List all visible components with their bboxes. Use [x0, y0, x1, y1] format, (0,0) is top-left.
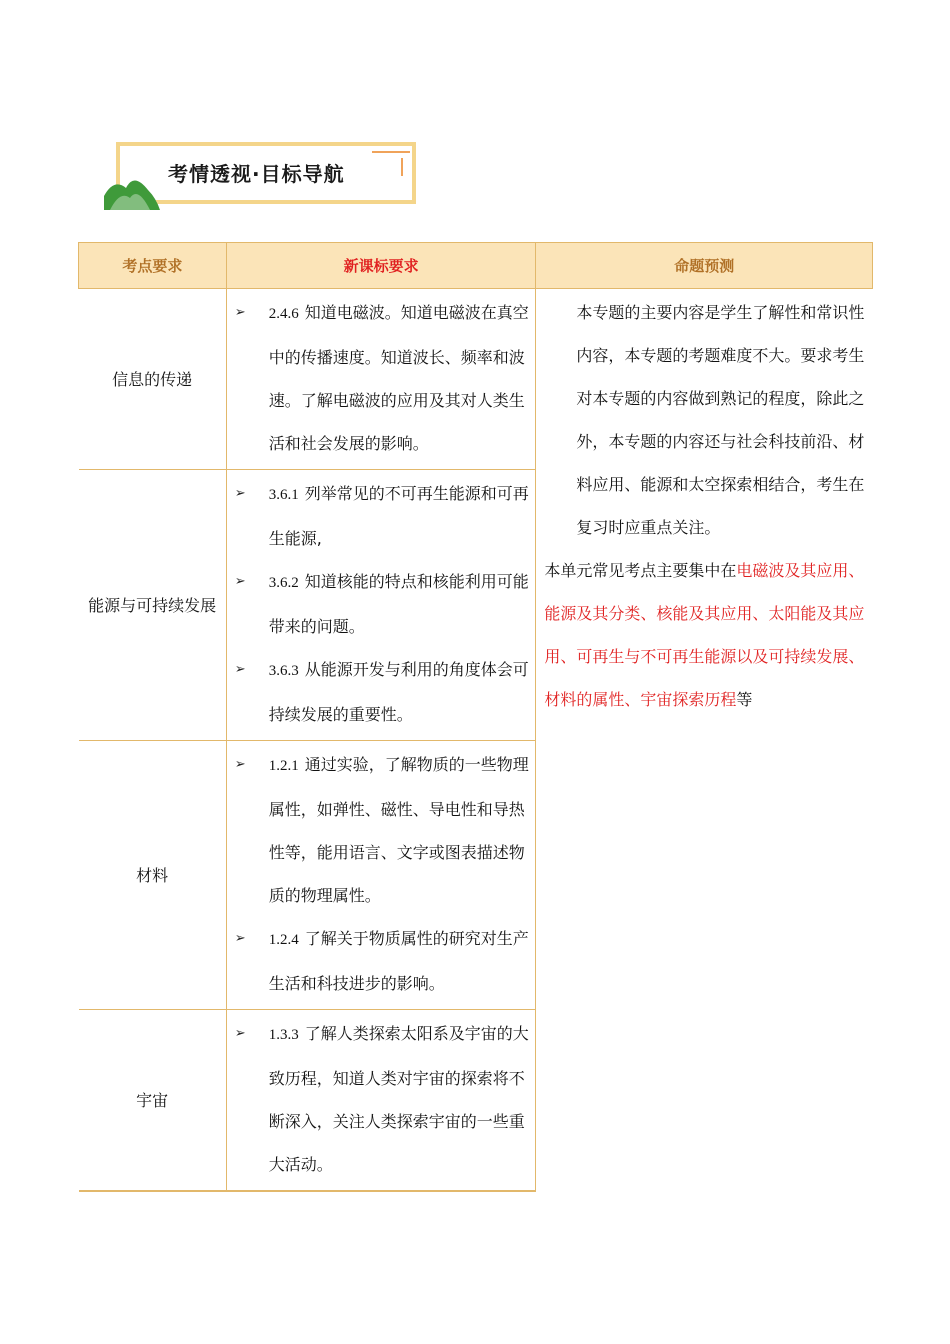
requirement-cell — [226, 741, 536, 1010]
prediction-paragraph-2 — [544, 549, 866, 721]
standard-number: 1.2.1 — [268, 758, 299, 774]
badge-corner-decoration — [372, 148, 412, 178]
standard-number: 1.3.3 — [268, 1027, 299, 1043]
arrow-bullet-icon: ➢ — [234, 931, 246, 946]
standard-text: 了解关于物质属性的研究对生产生活和科技进步的影响。 — [268, 929, 529, 993]
arrow-bullet-icon: ➢ — [234, 486, 246, 501]
table-header-row — [79, 243, 873, 289]
standard-text: 了解人类探索太阳系及宇宙的大致历程，知道人类对宇宙的探索将不断深入，关注人类探索宇宙的一些重大活动。 — [268, 1024, 529, 1174]
requirement-cell — [226, 470, 536, 741]
prediction-prefix: 本单元常见考点主要集中在 — [544, 561, 737, 580]
badge-title: 考情透视·目标导航 — [168, 162, 345, 186]
standard-number: 3.6.3 — [268, 663, 299, 679]
standard-number: 1.2.4 — [268, 932, 299, 948]
requirement-cell — [226, 1010, 536, 1192]
topic-cell: 能源与可持续发展 — [79, 470, 227, 741]
prediction-highlight: 电磁波及其应用、能源及其分类、核能及其应用、太阳能及其应用、可再生与不可再生能源以及可持续发展、材料的属性、宇宙探索历程 — [544, 561, 865, 709]
standard-text: 从能源开发与利用的角度体会可持续发展的重要性。 — [268, 660, 529, 724]
arrow-bullet-icon: ➢ — [234, 662, 246, 677]
arrow-bullet-icon: ➢ — [234, 1026, 246, 1041]
requirement-cell — [226, 289, 536, 470]
standard-number: 2.4.6 — [268, 306, 299, 322]
list-item — [235, 560, 530, 648]
exam-requirements-table — [78, 242, 873, 1192]
arrow-bullet-icon: ➢ — [234, 757, 246, 772]
header-prediction: 命题预测 — [536, 243, 873, 289]
topic-cell: 材料 — [79, 741, 227, 1010]
header-topic: 考点要求 — [79, 243, 227, 289]
header-standard: 新课标要求 — [226, 243, 536, 289]
standard-text: 列举常见的不可再生能源和可再生能源, — [268, 484, 529, 548]
arrow-bullet-icon: ➢ — [234, 574, 246, 589]
standard-text: 知道核能的特点和核能利用可能带来的问题。 — [268, 572, 529, 636]
topic-cell: 宇宙 — [79, 1010, 227, 1192]
standard-number: 3.6.1 — [268, 487, 299, 503]
list-item — [235, 1012, 530, 1186]
list-item — [235, 648, 530, 736]
standard-number: 3.6.2 — [268, 575, 299, 591]
standard-text: 知道电磁波。知道电磁波在真空中的传播速度。知道波长、频率和波速。了解电磁波的应用及其对人类生活和社会发展的影响。 — [268, 303, 529, 453]
list-item — [235, 917, 530, 1005]
prediction-suffix: 等 — [736, 690, 753, 709]
list-item — [235, 743, 530, 917]
topic-cell: 信息的传递 — [79, 289, 227, 470]
prediction-cell — [536, 289, 873, 1192]
table-row — [79, 289, 873, 470]
list-item — [235, 472, 530, 560]
section-badge — [104, 140, 424, 212]
hills-icon — [104, 168, 160, 210]
standard-text: 通过实验，了解物质的一些物理属性，如弹性、磁性、导电性和导热性等，能用语言、文字或图表描述物质的物理属性。 — [268, 755, 529, 905]
list-item — [235, 291, 530, 465]
prediction-paragraph-1: 本专题的主要内容是学生了解性和常识性内容，本专题的考题难度不大。要求考生对本专题的内容做到熟记的程度，除此之外，本专题的内容还与社会科技前沿、材料应用、能源和太空探索相结合，考生在复习时应重点关注。 — [576, 303, 865, 537]
arrow-bullet-icon: ➢ — [234, 305, 246, 320]
